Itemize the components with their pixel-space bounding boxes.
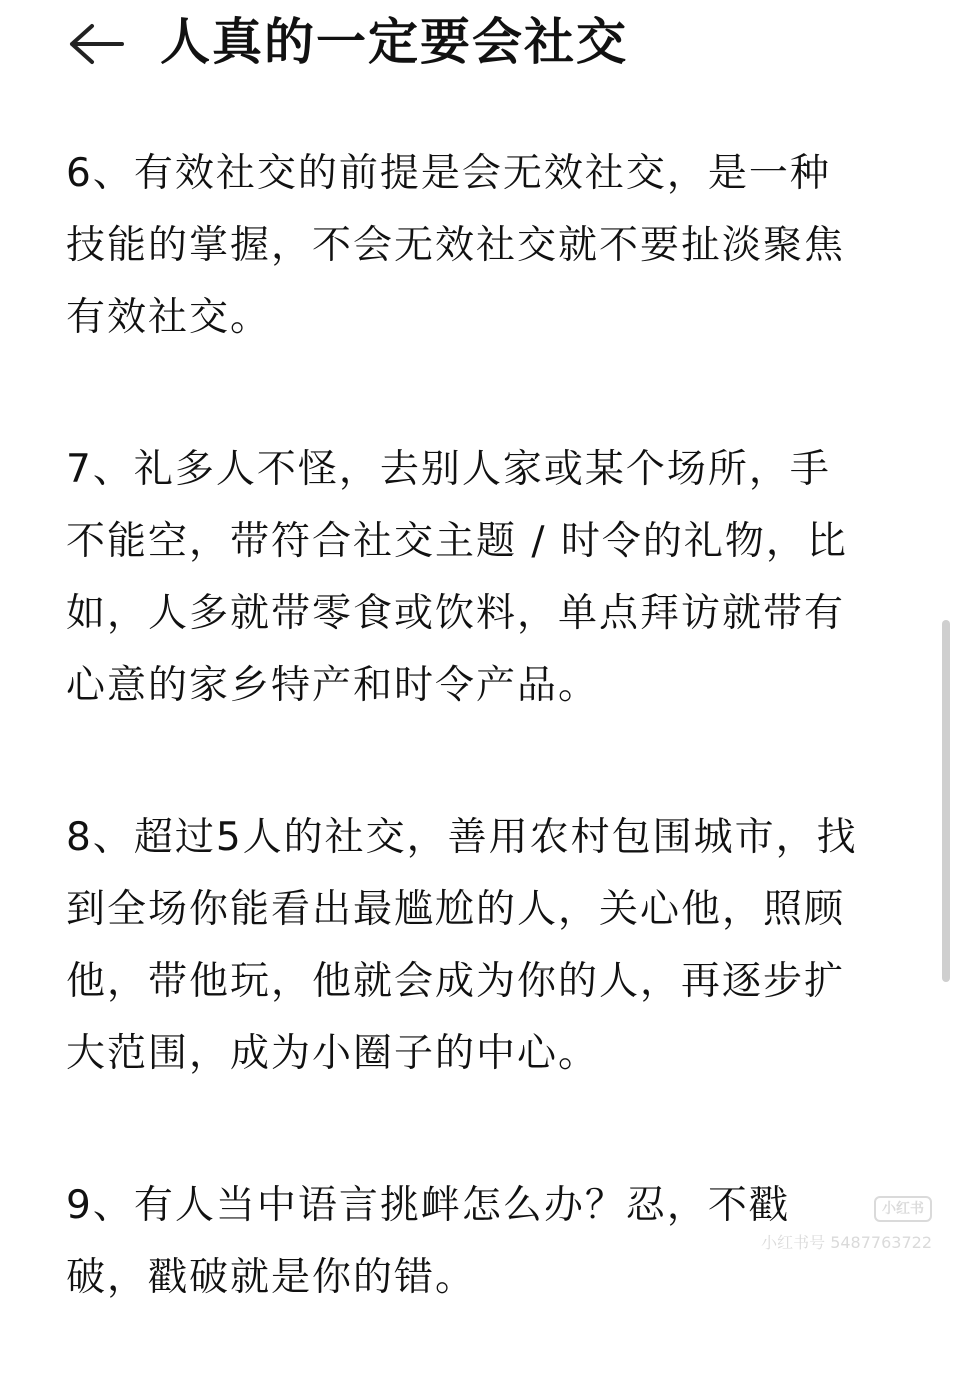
back-button[interactable] <box>58 14 134 74</box>
paragraph-7: 7、礼多人不怪，去别人家或某个场所，手 不能空，带符合社交主题 / 时令的礼物，比 如，人多就带零食或饮料，单点拜访就带有 心意的家乡特产和时令产品。 <box>66 447 848 708</box>
watermark-logo: 小红书 <box>874 1196 932 1222</box>
paragraph-8: 8、超过5人的社交，善用农村包围城市，找 到全场你能看出最尴尬的人，关心他，照顾 他，带他玩，他就会成为你的人，再逐步扩 大范围，成为小圈子的中心。 <box>66 815 858 1076</box>
paragraph-9: 9、有人当中语言挑衅怎么办？忍，不戳 破，戳破就是你的错。 <box>66 1183 790 1300</box>
watermark-text: 小红书号 5487763722 <box>761 1233 932 1252</box>
scrollbar-thumb[interactable] <box>942 620 950 982</box>
article-content <box>66 138 896 1394</box>
paragraph-6: 6、有效社交的前提是会无效社交，是一种 技能的掌握，不会无效社交就不要扯淡聚焦 有效社交。 <box>66 151 846 340</box>
top-bar <box>0 0 960 90</box>
arrow-left-icon <box>66 22 126 66</box>
page-title: 人真的一定要会社交 <box>160 13 628 71</box>
